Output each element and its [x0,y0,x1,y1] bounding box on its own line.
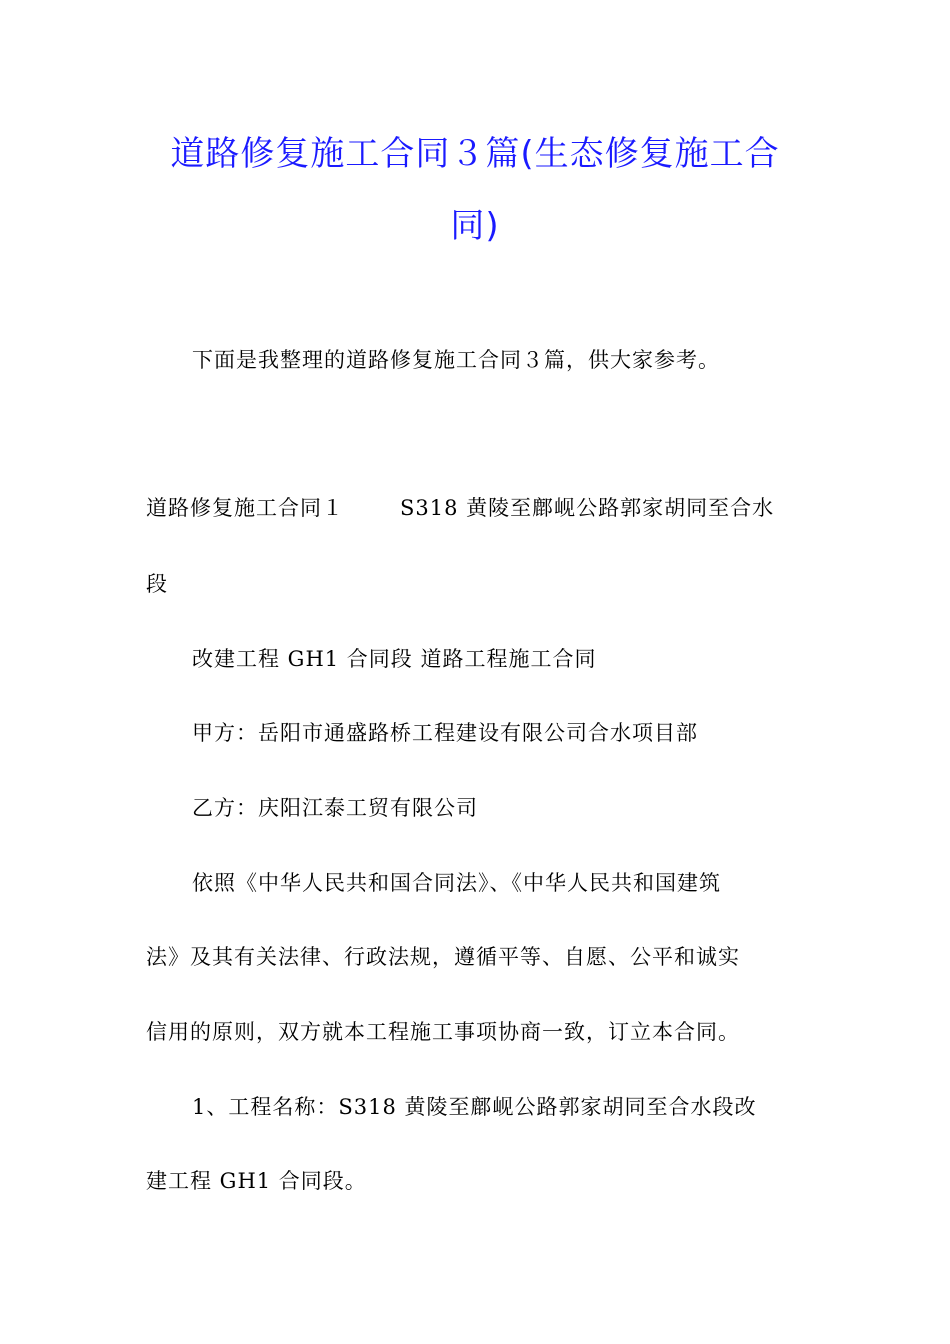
legal-basis-line-3: 信用的原则，双方就本工程施工事项协商一致，订立本合同。 [146,1020,740,1044]
intro-paragraph: 下面是我整理的道路修复施工合同３篇，供大家参考。 [192,348,720,372]
section-1-heading: 道路修复施工合同１ [146,496,344,520]
section-1-project-name: S318 黄陵至鄜岘公路郭家胡同至合水 [400,496,775,520]
document-title-line-2: 同) [450,206,500,246]
party-b: 乙方：庆阳江泰工贸有限公司 [192,796,478,820]
document-title-line-1: 道路修复施工合同３篇(生态修复施工合 [170,134,780,174]
legal-basis-line-2: 法》及其有关法律、行政法规，遵循平等、自愿、公平和诚实 [146,945,740,969]
legal-basis-line-1: 依照《中华人民共和国合同法》、《中华人民共和国建筑 [192,871,721,895]
section-1-project-name-cont: 段 [146,572,168,596]
clause-1-line-2: 建工程 GH1 合同段。 [146,1169,367,1193]
section-1-subtitle: 改建工程 GH1 合同段 道路工程施工合同 [192,647,597,671]
party-a: 甲方：岳阳市通盛路桥工程建设有限公司合水项目部 [192,721,698,745]
section-1-heading-line [146,494,774,522]
clause-1-line-1: 1、工程名称：S318 黄陵至鄜岘公路郭家胡同至合水段改 [192,1095,757,1119]
